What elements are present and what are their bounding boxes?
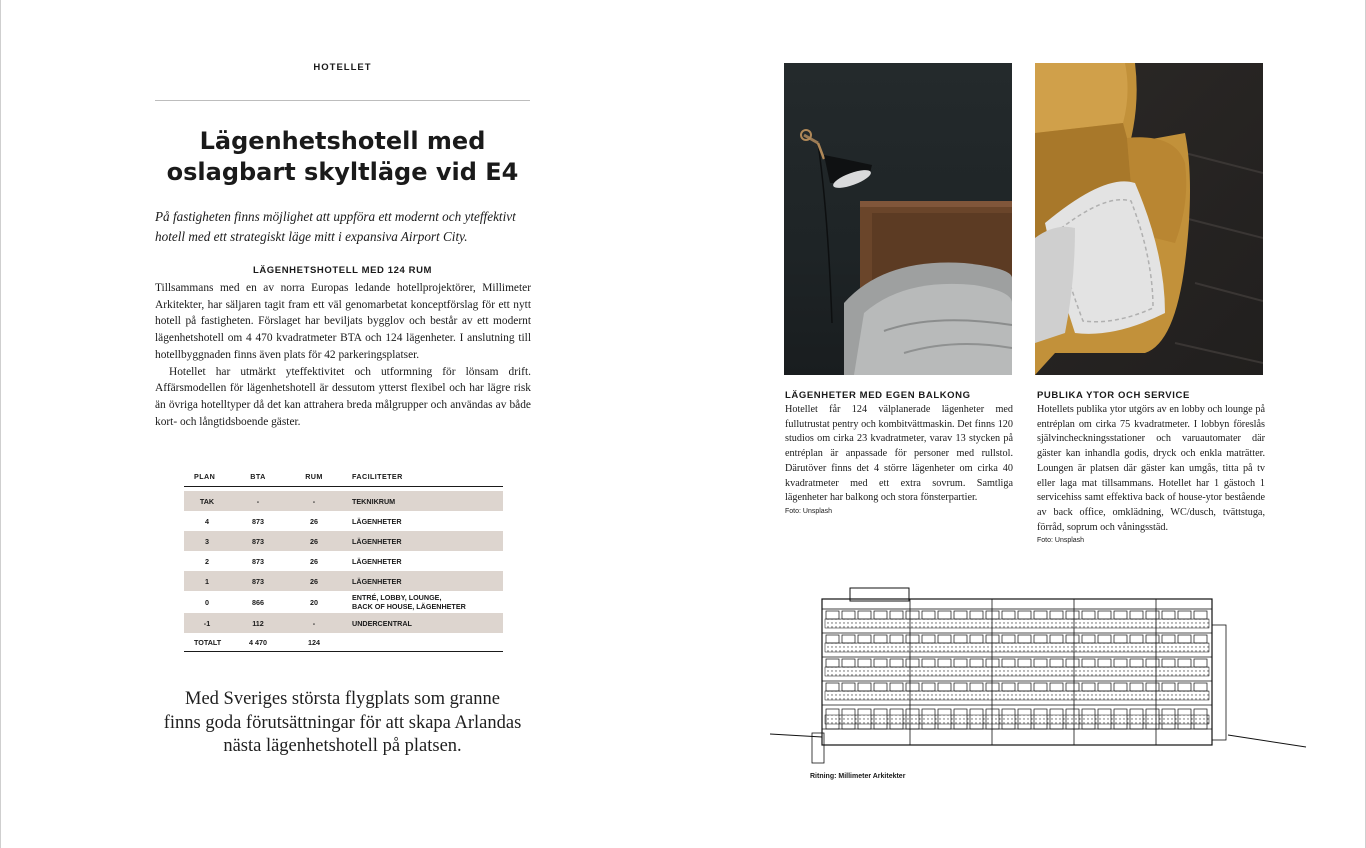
cell-plan: 3 <box>205 536 209 546</box>
window <box>1018 683 1031 691</box>
cell-faciliteter-line2: BACK OF HOUSE, LÄGENHETER <box>352 602 466 611</box>
pull-quote-line1: Med Sveriges största flygplats som granne <box>185 689 500 709</box>
window <box>858 635 871 643</box>
intro-text: På fastigheten finns möjlighet att uppföra ett modernt och yteffektivt hotell med ett strategiskt läge mitt i expansiva Airport City. <box>155 209 516 244</box>
window <box>890 683 903 691</box>
window <box>842 683 855 691</box>
window <box>1034 635 1047 643</box>
window <box>1178 659 1191 667</box>
body-subhead: LÄGENHETSHOTELL MED 124 RUM <box>252 265 433 276</box>
page-title-line2: oslagbart skyltläge vid E4 <box>166 158 519 186</box>
cell-plan: TAK <box>199 496 215 506</box>
window <box>1082 635 1095 643</box>
header-plan: PLAN <box>194 471 216 481</box>
window <box>842 635 855 643</box>
window <box>1050 683 1063 691</box>
window <box>826 659 839 667</box>
window <box>858 659 871 667</box>
window <box>1082 611 1095 619</box>
window <box>906 611 919 619</box>
window <box>858 611 871 619</box>
page-edge-left <box>0 0 1 848</box>
window <box>922 635 935 643</box>
window <box>1146 635 1159 643</box>
table-total-row <box>184 633 503 652</box>
cell-plan: 2 <box>205 556 209 566</box>
caption-publika-body: Hotellets publika ytor utgörs av en lobby och lounge på entréplan om cirka 75 kvadratmeter. I lobbyn föreslås självincheckningsstationer och varuautomater där gäster kan inhandla godis, dryck och enkla maträtter. Loungen är platsen där gäster kan umgås, titta på tv eller laga mat tillsammans. Hotellet har 1 gästoch 1 servicehiss samt effektiva back of house-ytor bestående av back office, omklädning, WC/dusch, tvättstuga, förråd, soprum och våningsstäd. <box>1037 404 1265 533</box>
building-elevation-drawing <box>770 585 1310 770</box>
window <box>1130 659 1143 667</box>
section-label: HOTELLET <box>313 62 372 73</box>
total-rum: 124 <box>308 637 320 647</box>
window <box>938 635 951 643</box>
table-row <box>184 531 503 551</box>
window <box>1082 683 1095 691</box>
window <box>954 683 967 691</box>
window <box>1162 659 1175 667</box>
balcony-band <box>825 643 1209 652</box>
window <box>874 659 887 667</box>
balcony-band <box>825 619 1209 628</box>
total-label: TOTALT <box>194 637 222 647</box>
body-text <box>155 280 531 430</box>
cell-bta: 866 <box>252 597 264 607</box>
table-row <box>184 491 503 511</box>
window <box>938 611 951 619</box>
window <box>858 683 871 691</box>
floor-plan-table <box>184 466 503 652</box>
cell-plan: 4 <box>205 516 209 526</box>
pull-quote-line3: nästa lägenhetshotell på platsen. <box>223 736 462 756</box>
balcony-band <box>825 691 1209 700</box>
caption-balkong-heading: LÄGENHETER MED EGEN BALKONG <box>785 390 971 401</box>
window <box>1114 659 1127 667</box>
cell-faciliteter: TEKNIKRUM <box>352 496 396 506</box>
header-rum: RUM <box>305 471 323 481</box>
cell-bta: 873 <box>252 576 264 586</box>
cell-bta: 112 <box>252 618 264 628</box>
header-rule <box>155 100 530 101</box>
window <box>954 635 967 643</box>
window <box>874 611 887 619</box>
photo-credit-2: Foto: Unsplash <box>1037 537 1085 544</box>
window <box>954 611 967 619</box>
window <box>922 683 935 691</box>
cell-plan: 0 <box>205 597 209 607</box>
window <box>1066 611 1079 619</box>
cell-faciliteter: UNDERCENTRAL <box>352 618 412 628</box>
window <box>970 659 983 667</box>
cell-faciliteter: LÄGENHETER <box>352 556 402 566</box>
window <box>1098 659 1111 667</box>
window <box>1194 659 1207 667</box>
window <box>1050 611 1063 619</box>
body-paragraph-2: Hotellet har utmärkt yteffektivitet och utformning för lönsam drift. Affärsmodellen för lägenhetshotell är dessutom ytterst flexibel och har lägre risk än övriga hotelltyper då det kan attrahera breda målgrupper och användas av både kort- och långtidsboende gäster. <box>155 365 531 428</box>
cell-faciliteter <box>342 593 503 611</box>
window <box>1162 611 1175 619</box>
window <box>906 659 919 667</box>
window <box>874 635 887 643</box>
cell-bta: 873 <box>252 516 264 526</box>
cell-faciliteter: LÄGENHETER <box>352 516 402 526</box>
window <box>1178 611 1191 619</box>
cell-plan: 1 <box>205 576 209 586</box>
window <box>1178 635 1191 643</box>
window <box>1114 683 1127 691</box>
caption-balkong-body: Hotellet får 124 välplanerade lägenheter med fullutrustat pentry och kombitvättmaskin. Det finns 120 studios om cirka 23 kvadratmeter, varav 13 stycken på entréplan är anpassade för personer med rullstol. Därutöver finns det 4 större lägenheter om cirka 40 kvadratmeter med ett extra sovrum. Samtliga lägenheter har balkong och stora fönsterpartier. <box>785 404 1013 504</box>
window <box>1130 683 1143 691</box>
pull-quote-line2: finns goda förutsättningar för att skapa Arlandas <box>163 712 522 733</box>
window <box>890 611 903 619</box>
window <box>986 611 999 619</box>
cell-faciliteter: LÄGENHETER <box>352 536 402 546</box>
window <box>826 611 839 619</box>
window <box>986 683 999 691</box>
window <box>1002 611 1015 619</box>
window <box>1098 611 1111 619</box>
window <box>1194 611 1207 619</box>
window <box>922 611 935 619</box>
table-row <box>184 511 503 531</box>
window <box>954 659 967 667</box>
window <box>1066 683 1079 691</box>
page-title-line1: Lägenhetshotell med <box>199 127 486 155</box>
total-bta: 4 470 <box>249 637 267 647</box>
balcony-band <box>825 715 1209 724</box>
window <box>1082 659 1095 667</box>
window <box>1194 635 1207 643</box>
window <box>890 635 903 643</box>
window <box>1162 635 1175 643</box>
window <box>1050 659 1063 667</box>
bedroom-photo <box>784 63 1012 375</box>
window <box>906 683 919 691</box>
window <box>1034 683 1047 691</box>
drawing-credit: Ritning: Millimeter Arkitekter <box>810 773 906 780</box>
window <box>826 635 839 643</box>
window <box>1146 659 1159 667</box>
body-paragraph-1: Tillsammans med en av norra Europas ledande hotellprojektörer, Millimeter Arkitekter, har säljaren tagit fram ett väl genomarbetat konceptförslag för ett nytt hotell på fastigheten. Förslaget har beviljats bygglov och består av ett modernt lägenhetshotell om 4 470 kvadratmeter BTA och 124 lägenheter. I anslutning till hotellbyggnaden finns även plats för 42 parkeringsplatser. <box>155 282 531 361</box>
window <box>1002 683 1015 691</box>
cell-rum: 26 <box>310 576 318 586</box>
window <box>1018 611 1031 619</box>
page-title <box>155 126 530 188</box>
cell-rum: 26 <box>310 516 318 526</box>
lounge-photo <box>1035 63 1263 375</box>
window <box>874 683 887 691</box>
window <box>986 659 999 667</box>
window <box>1018 635 1031 643</box>
window <box>938 683 951 691</box>
window <box>890 659 903 667</box>
cell-bta: 873 <box>252 536 264 546</box>
window <box>970 683 983 691</box>
table-header <box>184 466 503 487</box>
window <box>1178 683 1191 691</box>
window <box>1146 683 1159 691</box>
window <box>1114 611 1127 619</box>
cell-rum: - <box>312 496 316 506</box>
header-faciliteter: FACILITETER <box>352 471 403 481</box>
balcony-band <box>825 667 1209 676</box>
cell-rum: 26 <box>310 556 318 566</box>
cell-bta: 873 <box>252 556 264 566</box>
window <box>1050 635 1063 643</box>
window <box>1130 611 1143 619</box>
cell-faciliteter: LÄGENHETER <box>352 576 402 586</box>
window <box>1018 659 1031 667</box>
cell-plan: -1 <box>203 618 211 628</box>
window <box>1194 683 1207 691</box>
window <box>922 659 935 667</box>
table-row <box>184 591 503 613</box>
window <box>1098 683 1111 691</box>
window <box>970 611 983 619</box>
cell-rum: - <box>312 618 316 628</box>
table-row <box>184 571 503 591</box>
window <box>842 659 855 667</box>
cell-bta: - <box>256 496 260 506</box>
window <box>1034 659 1047 667</box>
window <box>906 635 919 643</box>
window <box>1002 659 1015 667</box>
window <box>842 611 855 619</box>
pull-quote <box>150 688 535 759</box>
photo-credit-1: Foto: Unsplash <box>785 508 833 515</box>
window <box>1066 659 1079 667</box>
window <box>1034 611 1047 619</box>
window <box>1146 611 1159 619</box>
window <box>1098 635 1111 643</box>
window <box>1066 635 1079 643</box>
window <box>938 659 951 667</box>
window <box>1162 683 1175 691</box>
window <box>1114 635 1127 643</box>
table-row <box>184 551 503 571</box>
cell-faciliteter-line1: ENTRÉ, LOBBY, LOUNGE, <box>352 593 442 602</box>
cell-rum: 20 <box>310 597 318 607</box>
window <box>986 635 999 643</box>
header-bta: BTA <box>250 471 266 481</box>
window <box>1002 635 1015 643</box>
caption-publika-heading: PUBLIKA YTOR OCH SERVICE <box>1037 390 1190 401</box>
window <box>1130 635 1143 643</box>
table-row <box>184 613 503 633</box>
cell-rum: 26 <box>310 536 318 546</box>
window <box>970 635 983 643</box>
window <box>826 683 839 691</box>
